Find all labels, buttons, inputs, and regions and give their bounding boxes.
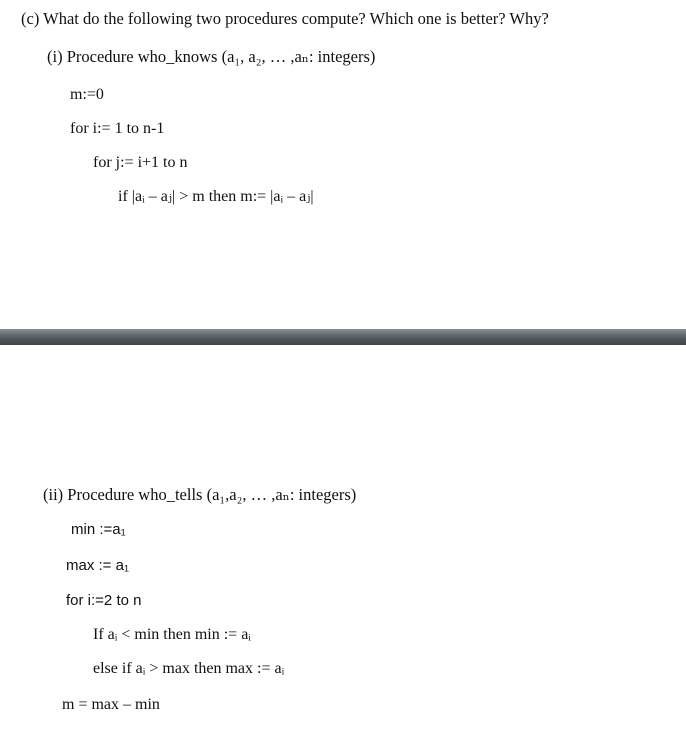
procedure-1-line-1: m:=0 xyxy=(70,86,104,103)
procedure-2-line-4: If aᵢ < min then min := aᵢ xyxy=(93,626,251,643)
procedure-1-line-2: for i:= 1 to n-1 xyxy=(70,120,165,137)
question-text: (c) What do the following two procedures compute? Which one is better? Why? xyxy=(21,9,549,28)
procedure-1-line-3: for j:= i+1 to n xyxy=(93,154,188,171)
procedure-1-header: (i) Procedure who_knows (a₁, a₂, … ,aₙ: integers) xyxy=(47,47,376,66)
procedure-2-header: (ii) Procedure who_tells (a₁,a₂, … ,aₙ: integers) xyxy=(43,485,357,504)
procedure-2-line-6: m = max – min xyxy=(62,696,160,713)
procedure-2-line-5: else if aᵢ > max then max := aᵢ xyxy=(93,660,285,677)
procedure-2-line-2: max := a₁ xyxy=(66,557,130,574)
procedure-2-line-3: for i:=2 to n xyxy=(66,592,142,609)
page-divider xyxy=(0,329,686,345)
procedure-2-line-1: min :=a₁ xyxy=(71,521,126,538)
procedure-1-line-4: if |aᵢ – aⱼ| > m then m:= |aᵢ – aⱼ| xyxy=(118,188,314,205)
